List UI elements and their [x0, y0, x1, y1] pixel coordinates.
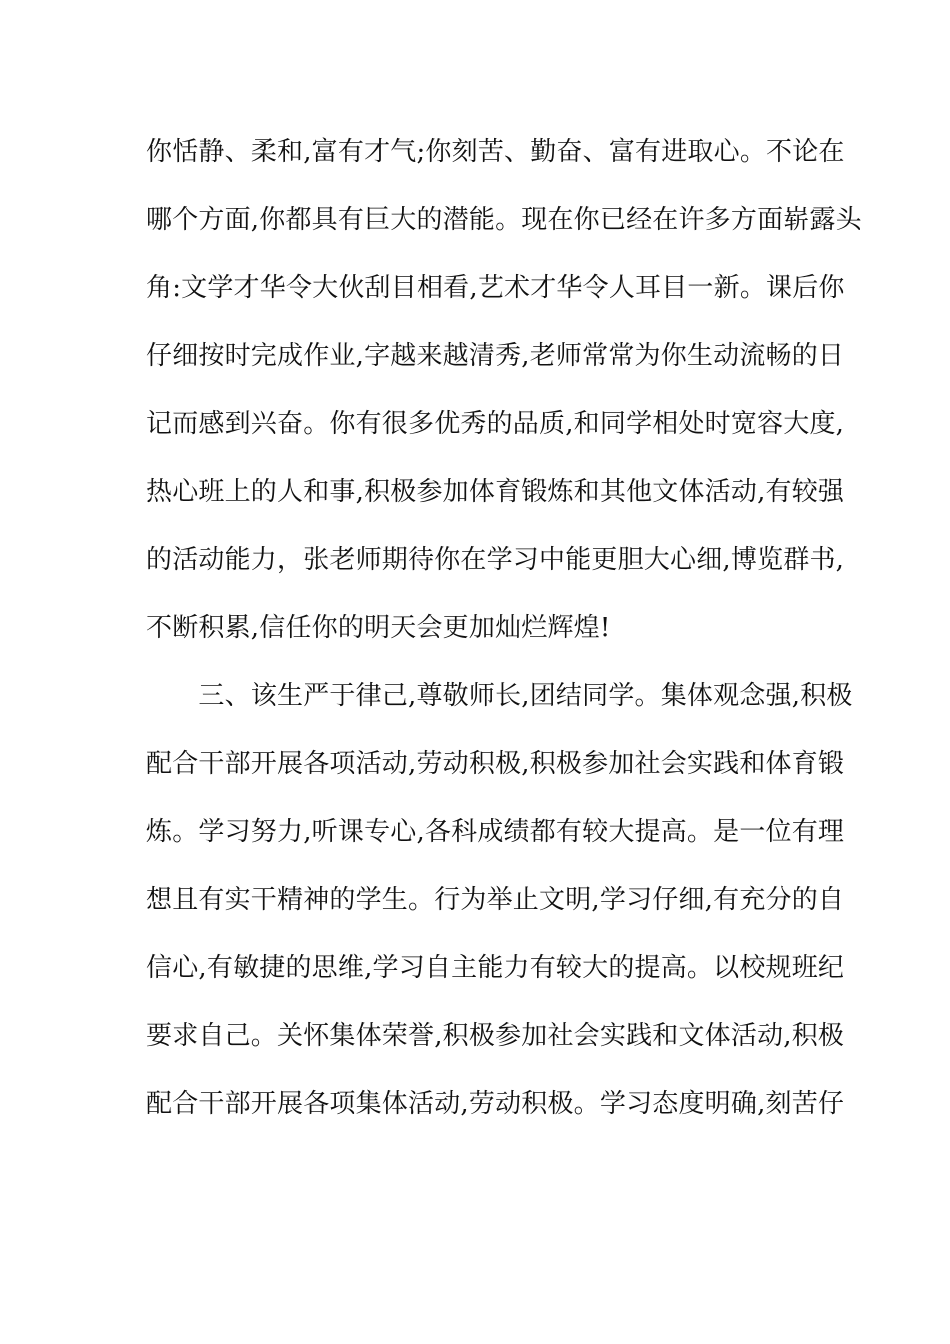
text-line: 炼。学习努力,听课专心,各科成绩都有较大提高。是一位有理: [146, 817, 845, 847]
text-line: 配合干部开展各项活动,劳动积极,积极参加社会实践和体育锻: [146, 749, 845, 779]
text-line: 仔细按时完成作业,字越来越清秀,老师常常为你生动流畅的日: [146, 341, 845, 371]
document-body: [146, 130, 862, 1150]
text-line: 不断积累,信任你的明天会更加灿烂辉煌!: [146, 613, 611, 643]
text-line: 想且有实干精神的学生。行为举止文明,学习仔细,有充分的自: [146, 885, 845, 915]
text-line: 的活动能力，张老师期待你在学习中能更胆大心细,博览群书,: [146, 545, 845, 575]
text-line: 信心,有敏捷的思维,学习自主能力有较大的提高。以校规班纪: [146, 953, 845, 983]
text-line: 你恬静、柔和,富有才气;你刻苦、勤奋、富有进取心。不论在: [146, 137, 845, 167]
text-line: 配合干部开展各项集体活动,劳动积极。学习态度明确,刻苦仔: [146, 1089, 845, 1119]
text-line: 热心班上的人和事,积极参加体育锻炼和其他文体活动,有较强: [146, 477, 845, 507]
text-line: 角:文学才华令大伙刮目相看,艺术才华令人耳目一新。课后你: [146, 273, 845, 303]
text-line: 哪个方面,你都具有巨大的潜能。现在你已经在许多方面崭露头: [146, 205, 862, 235]
text-line: 记而感到兴奋。你有很多优秀的品质,和同学相处时宽容大度,: [146, 409, 845, 439]
paragraph-start-line: 三、该生严于律己,尊敬师长,团结同学。集体观念强,积极: [146, 681, 853, 711]
text-line: 要求自己。关怀集体荣誉,积极参加社会实践和文体活动,积极: [146, 1021, 845, 1051]
